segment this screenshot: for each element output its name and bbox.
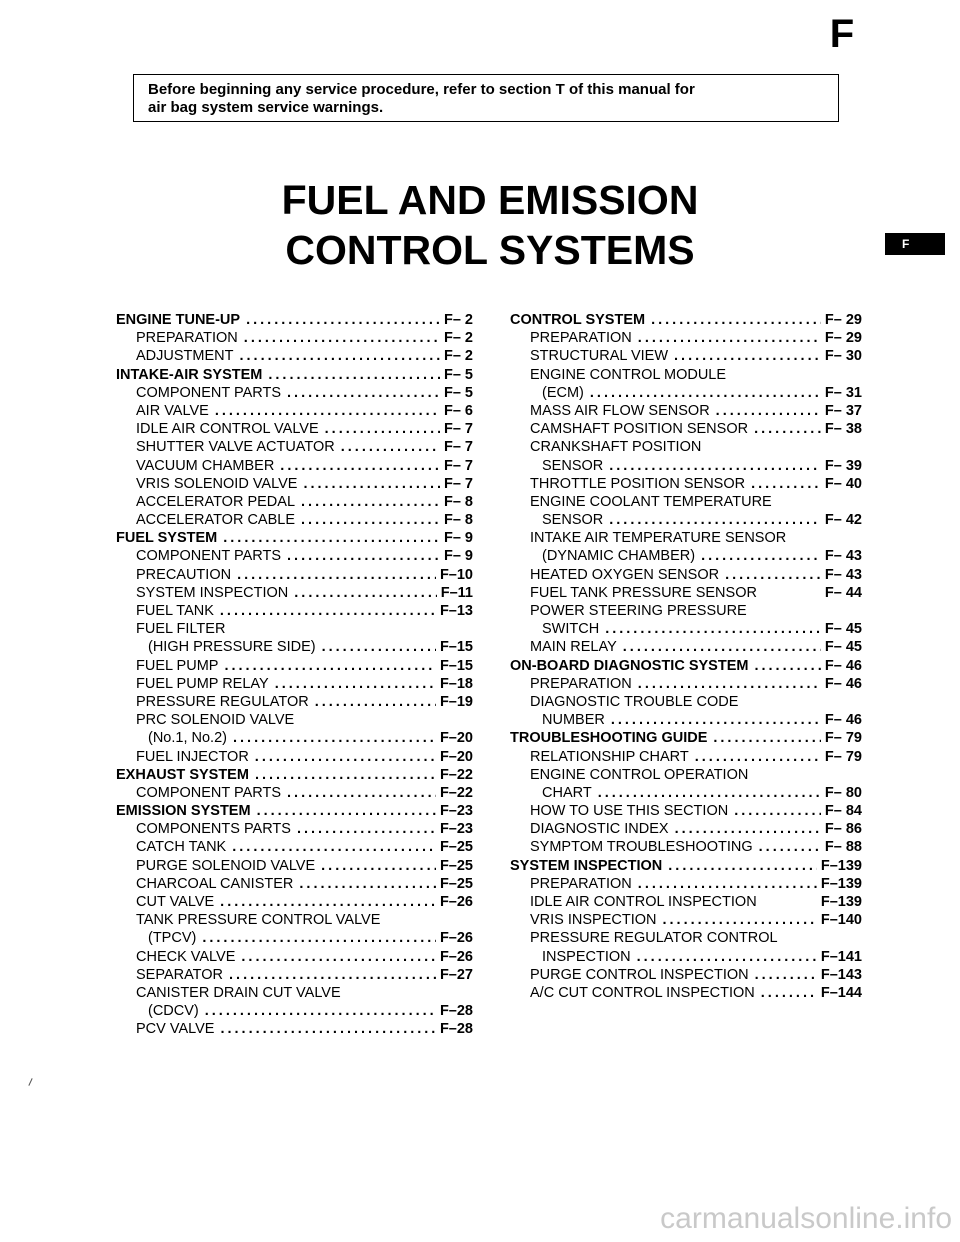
toc-entry-page: F–22 — [439, 766, 473, 783]
toc-entry-label: SENSOR — [542, 512, 604, 529]
toc-entry — [116, 911, 473, 929]
toc-entry-label: TANK PRESSURE CONTROL VALVE — [136, 912, 381, 929]
toc-entry-page: F–11 — [440, 584, 473, 601]
toc-leader-dots — [295, 493, 440, 511]
toc-entry-label: RELATIONSHIP CHART — [530, 748, 689, 765]
toc-leader-dots — [592, 784, 821, 802]
section-letter: F — [829, 12, 855, 56]
toc-entry-page: F–144 — [820, 984, 862, 1001]
toc-entry-page: F–139 — [820, 875, 862, 892]
toc-entry-page: F– 88 — [824, 839, 862, 856]
toc-entry-label: FUEL INJECTOR — [136, 748, 249, 765]
toc-leader-dots — [755, 984, 817, 1002]
toc-entry — [116, 857, 473, 875]
toc-entry-label: ACCELERATOR CABLE — [136, 512, 296, 529]
toc-entry-label: SYSTEM INSPECTION — [510, 857, 663, 874]
toc-entry-page: F– 8 — [443, 493, 473, 510]
toc-entry-page: F– 2 — [443, 330, 473, 347]
toc-leader-dots — [281, 384, 440, 402]
toc-entry-label: MAIN RELAY — [530, 639, 617, 656]
toc-entry-page: F– 29 — [824, 330, 862, 347]
toc-entry — [116, 729, 473, 747]
toc-entry-label: FUEL FILTER — [136, 621, 226, 638]
toc-entry — [116, 602, 473, 620]
toc-entry — [116, 838, 473, 856]
toc-entry-label: MASS AIR FLOW SENSOR — [530, 402, 710, 419]
toc-leader-dots — [645, 311, 821, 329]
toc-entry — [510, 820, 862, 838]
toc-entry — [116, 366, 473, 384]
toc-entry-label: FUEL PUMP RELAY — [136, 675, 269, 692]
toc-entry-label: SYSTEM INSPECTION — [136, 584, 289, 601]
toc-entry — [510, 584, 862, 602]
toc-entry-page: F–15 — [439, 657, 473, 674]
toc-entry-label: ENGINE CONTROL OPERATION — [530, 766, 749, 783]
toc-leader-dots — [728, 802, 821, 820]
toc-entry-label: ACCELERATOR PEDAL — [136, 493, 296, 510]
toc-entry — [510, 493, 862, 511]
toc-entry — [116, 820, 473, 838]
toc-leader-dots — [274, 457, 440, 475]
toc-entry — [510, 438, 862, 456]
toc-leader-dots — [226, 838, 436, 856]
toc-entry — [116, 875, 473, 893]
toc-entry — [510, 475, 862, 493]
toc-entry-label: PREPARATION — [530, 875, 632, 892]
toc-entry-label: SEPARATOR — [136, 966, 224, 983]
toc-leader-dots — [707, 729, 821, 747]
toc-leader-dots — [605, 711, 821, 729]
toc-leader-dots — [227, 729, 436, 747]
toc-leader-dots — [632, 875, 817, 893]
toc-leader-dots — [297, 475, 440, 493]
toc-leader-dots — [295, 511, 440, 529]
toc-entry — [116, 475, 473, 493]
toc-entry — [116, 802, 473, 820]
toc-leader-dots — [599, 620, 821, 638]
toc-entry-label: TROUBLESHOOTING GUIDE — [510, 730, 708, 747]
toc-entry-label: ENGINE TUNE-UP — [116, 312, 241, 328]
toc-entry — [510, 784, 862, 802]
toc-leader-dots — [657, 911, 817, 929]
toc-entry-page: F– 86 — [824, 821, 862, 838]
toc-entry-label: IDLE AIR CONTROL VALVE — [136, 421, 319, 438]
toc-entry — [116, 1002, 473, 1020]
toc-leader-dots — [315, 857, 436, 875]
toc-entry — [510, 329, 862, 347]
toc-entry-label: INSPECTION — [542, 948, 631, 965]
toc-entry-label: FUEL TANK PRESSURE SENSOR — [530, 584, 757, 601]
toc-entry — [510, 638, 862, 656]
toc-entry — [116, 966, 473, 984]
toc-entry — [510, 511, 862, 529]
toc-leader-dots — [217, 529, 440, 547]
toc-entry — [510, 838, 862, 856]
toc-leader-dots — [316, 638, 436, 656]
toc-entry-label: FUEL PUMP — [136, 657, 219, 674]
toc-entry-label: SYMPTOM TROUBLESHOOTING — [530, 839, 753, 856]
toc-entry-label: CUT VALVE — [136, 894, 215, 910]
toc-leader-dots — [293, 875, 436, 893]
toc-entry-page: F– 39 — [824, 457, 862, 474]
toc-entry — [510, 529, 862, 547]
toc-entry-label: (TPCV) — [148, 930, 197, 947]
toc-leader-dots — [223, 966, 436, 984]
toc-entry — [116, 948, 473, 966]
toc-entry-label: ENGINE CONTROL MODULE — [530, 366, 727, 383]
toc-entry — [116, 584, 473, 602]
toc-entry — [510, 966, 862, 984]
toc-entry-page: F– 30 — [824, 348, 862, 365]
toc-entry — [510, 893, 862, 911]
toc-entry-label: PCV VALVE — [136, 1021, 215, 1038]
toc-entry-page: F– 2 — [443, 312, 473, 328]
toc-entry-label: INTAKE-AIR SYSTEM — [116, 366, 263, 383]
toc-leader-dots — [309, 693, 436, 711]
toc-entry-label: EXHAUST SYSTEM — [116, 766, 249, 783]
toc-entry-label: ENGINE COOLANT TEMPERATURE — [530, 493, 772, 510]
toc-entry-label: CHART — [542, 784, 592, 801]
toc-entry-label: PREPARATION — [530, 330, 632, 347]
toc-entry-label: SWITCH — [542, 621, 600, 638]
toc-entry-page: F–26 — [439, 894, 473, 910]
toc-entry-page: F–25 — [439, 857, 473, 874]
toc-entry-label: CATCH TANK — [136, 839, 227, 856]
toc-entry-label: COMPONENT PARTS — [136, 784, 282, 801]
toc-leader-dots — [335, 438, 440, 456]
toc-entry-page: F– 43 — [824, 566, 862, 583]
toc-entry-page: F– 79 — [824, 748, 862, 765]
toc-entry — [510, 402, 862, 420]
toc-leader-dots — [269, 675, 436, 693]
watermark: carmanualsonline.info — [660, 1202, 952, 1235]
toc-entry — [116, 547, 473, 565]
toc-entry — [116, 638, 473, 656]
toc-entry — [510, 657, 862, 675]
toc-entry-page: F– 5 — [443, 366, 473, 383]
toc-entry-label: VACUUM CHAMBER — [136, 457, 275, 474]
toc-entry-page: F– 46 — [824, 712, 862, 729]
toc-entry — [116, 620, 473, 638]
toc-leader-dots — [584, 384, 821, 402]
toc-leader-dots — [319, 420, 440, 438]
toc-entry — [510, 929, 862, 947]
toc-entry-page: F– 7 — [443, 439, 473, 456]
toc-leader-dots — [669, 820, 821, 838]
toc-entry-page: F– 37 — [824, 402, 862, 419]
warning-line-2: air bag system service warnings. — [148, 99, 384, 116]
toc-leader-dots — [617, 638, 821, 656]
toc-entry-label: COMPONENT PARTS — [136, 548, 282, 565]
toc-entry — [116, 675, 473, 693]
toc-entry-label: CHECK VALVE — [136, 948, 236, 965]
toc-leader-dots — [668, 347, 821, 365]
toc-entry-page: F– 45 — [824, 621, 862, 638]
toc-leader-dots — [632, 329, 821, 347]
toc-entry-label: PURGE SOLENOID VALVE — [136, 857, 316, 874]
toc-entry — [116, 748, 473, 766]
toc-leader-dots — [240, 311, 440, 329]
toc-entry-page: F–25 — [439, 875, 473, 892]
toc-entry-label: SHUTTER VALVE ACTUATOR — [136, 439, 335, 456]
toc-leader-dots — [631, 948, 817, 966]
toc-entry-page: F–140 — [820, 912, 862, 929]
toc-entry-page: F– 42 — [824, 512, 862, 529]
toc-entry-label: FUEL SYSTEM — [116, 530, 218, 547]
toc-entry-page: F– 46 — [824, 675, 862, 692]
toc-entry-label: NUMBER — [542, 712, 605, 729]
toc-entry — [510, 802, 862, 820]
toc-entry — [510, 766, 862, 784]
toc-entry-label: IDLE AIR CONTROL INSPECTION — [530, 894, 757, 910]
toc-leader-dots — [249, 766, 436, 784]
toc-entry-label: (CDCV) — [148, 1003, 199, 1020]
toc-entry-label: CRANKSHAFT POSITION — [530, 439, 702, 456]
toc-entry-page: F– 29 — [824, 312, 862, 328]
toc-entry-page: F– 84 — [824, 803, 862, 820]
toc-entry-label: AIR VALVE — [136, 402, 209, 419]
toc-entry-page: F–18 — [439, 675, 473, 692]
toc-leader-dots — [251, 802, 436, 820]
toc-entry-label: CANISTER DRAIN CUT VALVE — [136, 984, 341, 1001]
toc-entry-page: F– 40 — [824, 475, 862, 492]
toc-entry-page: F–20 — [439, 748, 473, 765]
toc-entry — [510, 748, 862, 766]
toc-entry-label: COMPONENT PARTS — [136, 384, 282, 401]
toc-entry-label: PRESSURE REGULATOR — [136, 693, 309, 710]
toc-leader-dots — [262, 366, 440, 384]
toc-leader-dots — [218, 657, 435, 675]
toc-entry — [116, 657, 473, 675]
toc-leader-dots — [753, 838, 821, 856]
toc-leader-dots — [632, 675, 821, 693]
toc-entry-page: F–10 — [439, 566, 473, 583]
toc-entry — [116, 766, 473, 784]
toc-entry-page: F– 43 — [824, 548, 862, 565]
toc-entry-page: F–25 — [439, 839, 473, 856]
toc-entry-label: DIAGNOSTIC TROUBLE CODE — [530, 693, 739, 710]
toc-entry-label: PRECAUTION — [136, 566, 232, 583]
warning-box — [133, 74, 839, 122]
toc-entry — [116, 529, 473, 547]
toc-leader-dots — [719, 566, 821, 584]
toc-entry-page: F– 79 — [824, 730, 862, 747]
toc-entry-label: (DYNAMIC CHAMBER) — [542, 548, 696, 565]
toc-left-column — [116, 311, 473, 1039]
toc-entry — [116, 1020, 473, 1038]
toc-entry — [116, 438, 473, 456]
toc-entry-page: F– 80 — [824, 784, 862, 801]
toc-entry — [510, 366, 862, 384]
toc-entry — [510, 547, 862, 565]
toc-entry-page: F– 5 — [443, 384, 473, 401]
toc-leader-dots — [281, 547, 440, 565]
toc-entry-label: HOW TO USE THIS SECTION — [530, 803, 729, 820]
toc-entry-label: HEATED OXYGEN SENSOR — [530, 566, 720, 583]
toc-leader-dots — [745, 475, 821, 493]
toc-leader-dots — [231, 566, 436, 584]
toc-entry — [510, 384, 862, 402]
toc-entry-label: ADJUSTMENT — [136, 348, 234, 365]
toc-entry — [510, 911, 862, 929]
toc-entry — [116, 693, 473, 711]
toc-entry-label: PRESSURE REGULATOR CONTROL — [530, 930, 778, 947]
toc-entry-page: F– 9 — [443, 530, 473, 547]
toc-entry — [116, 347, 473, 365]
toc-leader-dots — [281, 784, 436, 802]
toc-entry-label: THROTTLE POSITION SENSOR — [530, 475, 746, 492]
toc-entry — [116, 420, 473, 438]
toc-leader-dots — [214, 1020, 435, 1038]
toc-entry — [116, 329, 473, 347]
toc-leader-dots — [214, 893, 436, 911]
toc-entry-page: F– 44 — [824, 584, 862, 601]
toc-entry — [510, 457, 862, 475]
toc-entry — [510, 875, 862, 893]
toc-entry-label: (HIGH PRESSURE SIDE) — [148, 639, 316, 656]
toc-leader-dots — [603, 511, 821, 529]
toc-entry-label: VRIS INSPECTION — [530, 912, 657, 929]
toc-leader-dots — [603, 457, 821, 475]
toc-entry-label: DIAGNOSTIC INDEX — [530, 821, 669, 838]
toc-entry-page: F–27 — [439, 966, 473, 983]
toc-entry-label: CONTROL SYSTEM — [510, 312, 646, 328]
toc-entry — [510, 420, 862, 438]
toc-entry — [510, 602, 862, 620]
toc-entry-page: F– 8 — [443, 512, 473, 529]
toc-entry-page: F–23 — [439, 803, 473, 820]
toc-entry — [510, 948, 862, 966]
toc-entry-label: VRIS SOLENOID VALVE — [136, 475, 298, 492]
toc-leader-dots — [689, 748, 821, 766]
toc-entry — [116, 893, 473, 911]
toc-entry-page: F–139 — [820, 894, 862, 910]
toc-leader-dots — [196, 929, 436, 947]
toc-leader-dots — [235, 948, 436, 966]
toc-entry — [510, 984, 862, 1002]
toc-entry — [116, 784, 473, 802]
toc-leader-dots — [209, 402, 440, 420]
toc-entry-label: PREPARATION — [530, 675, 632, 692]
toc-leader-dots — [748, 420, 821, 438]
toc-entry-page: F–28 — [439, 1021, 473, 1038]
toc-entry — [510, 693, 862, 711]
toc-entry-label: STRUCTURAL VIEW — [530, 348, 669, 365]
toc-entry-page: F–20 — [439, 730, 473, 747]
toc-entry — [510, 711, 862, 729]
toc-entry-page: F– 38 — [824, 421, 862, 438]
toc-entry-page: F– 9 — [443, 548, 473, 565]
toc-entry — [510, 620, 862, 638]
toc-entry — [510, 347, 862, 365]
toc-leader-dots — [695, 547, 821, 565]
toc-entry-label: POWER STEERING PRESSURE — [530, 603, 747, 619]
toc-entry-label: (No.1, No.2) — [148, 730, 227, 747]
toc-entry-page: F–26 — [439, 930, 473, 947]
toc-entry-page: F–19 — [439, 693, 473, 710]
page-title-line-1: FUEL AND EMISSION — [281, 177, 699, 223]
toc-entry-page: F–26 — [439, 948, 473, 965]
toc-entry — [116, 311, 473, 329]
toc-leader-dots — [199, 1002, 436, 1020]
toc-entry-page: F–141 — [820, 948, 862, 965]
toc-leader-dots — [710, 402, 821, 420]
toc-entry-page: F– 7 — [443, 421, 473, 438]
toc-right-column — [510, 311, 862, 1002]
toc-entry — [116, 984, 473, 1002]
toc-entry — [116, 402, 473, 420]
toc-entry — [510, 566, 862, 584]
toc-entry-page: F– 2 — [443, 348, 473, 365]
toc-entry — [510, 675, 862, 693]
toc-entry-page: F–23 — [439, 821, 473, 838]
toc-entry-page: F–28 — [439, 1003, 473, 1020]
toc-entry — [116, 457, 473, 475]
toc-entry — [510, 857, 862, 875]
toc-entry-label: INTAKE AIR TEMPERATURE SENSOR — [530, 530, 787, 547]
toc-leader-dots — [233, 347, 440, 365]
toc-entry — [510, 311, 862, 329]
toc-leader-dots — [249, 748, 436, 766]
toc-entry-page: F– 7 — [443, 475, 473, 492]
toc-entry-page: F–143 — [820, 966, 862, 983]
toc-leader-dots — [238, 329, 440, 347]
toc-entry-label: ON-BOARD DIAGNOSTIC SYSTEM — [510, 657, 749, 674]
toc-leader-dots — [291, 820, 436, 838]
toc-entry-page: F–13 — [439, 603, 473, 619]
toc-entry — [116, 493, 473, 511]
toc-leader-dots — [288, 584, 436, 602]
toc-entry-label: COMPONENTS PARTS — [136, 821, 291, 838]
toc-entry-label: FUEL TANK — [136, 603, 214, 619]
toc-entry-page: F– 46 — [824, 657, 862, 674]
toc-entry — [116, 566, 473, 584]
toc-entry-label: CHARCOAL CANISTER — [136, 875, 294, 892]
toc-leader-dots — [748, 657, 820, 675]
toc-entry — [116, 929, 473, 947]
toc-entry — [510, 729, 862, 747]
toc-entry-label: A/C CUT CONTROL INSPECTION — [530, 984, 755, 1001]
stray-mark — [28, 1078, 32, 1086]
toc-entry — [116, 511, 473, 529]
toc-entry-label: CAMSHAFT POSITION SENSOR — [530, 421, 749, 438]
toc-entry-label: PREPARATION — [136, 330, 238, 347]
page-title-line-2: CONTROL SYSTEMS — [285, 227, 695, 273]
toc-entry — [116, 711, 473, 729]
toc-entry-page: F–15 — [439, 639, 473, 656]
warning-line-1: Before beginning any service procedure, refer to section T of this manual for — [148, 81, 695, 98]
toc-entry-page: F–139 — [820, 857, 862, 874]
toc-entry-page: F– 7 — [443, 457, 473, 474]
toc-leader-dots — [214, 602, 436, 620]
toc-entry-page: F–22 — [439, 784, 473, 801]
toc-entry-page: F– 6 — [443, 402, 473, 419]
toc-entry-label: (ECM) — [542, 384, 584, 401]
toc-entry-page: F– 45 — [824, 639, 862, 656]
toc-entry-label: SENSOR — [542, 457, 604, 474]
toc-leader-dots — [749, 966, 817, 984]
toc-leader-dots — [662, 857, 817, 875]
toc-entry-page: F– 31 — [824, 384, 862, 401]
toc-entry — [116, 384, 473, 402]
toc-entry-label: EMISSION SYSTEM — [116, 803, 251, 820]
toc-entry-label: PURGE CONTROL INSPECTION — [530, 966, 749, 983]
toc-entry-label: PRC SOLENOID VALVE — [136, 712, 295, 729]
section-tab-marker: F — [885, 233, 945, 255]
